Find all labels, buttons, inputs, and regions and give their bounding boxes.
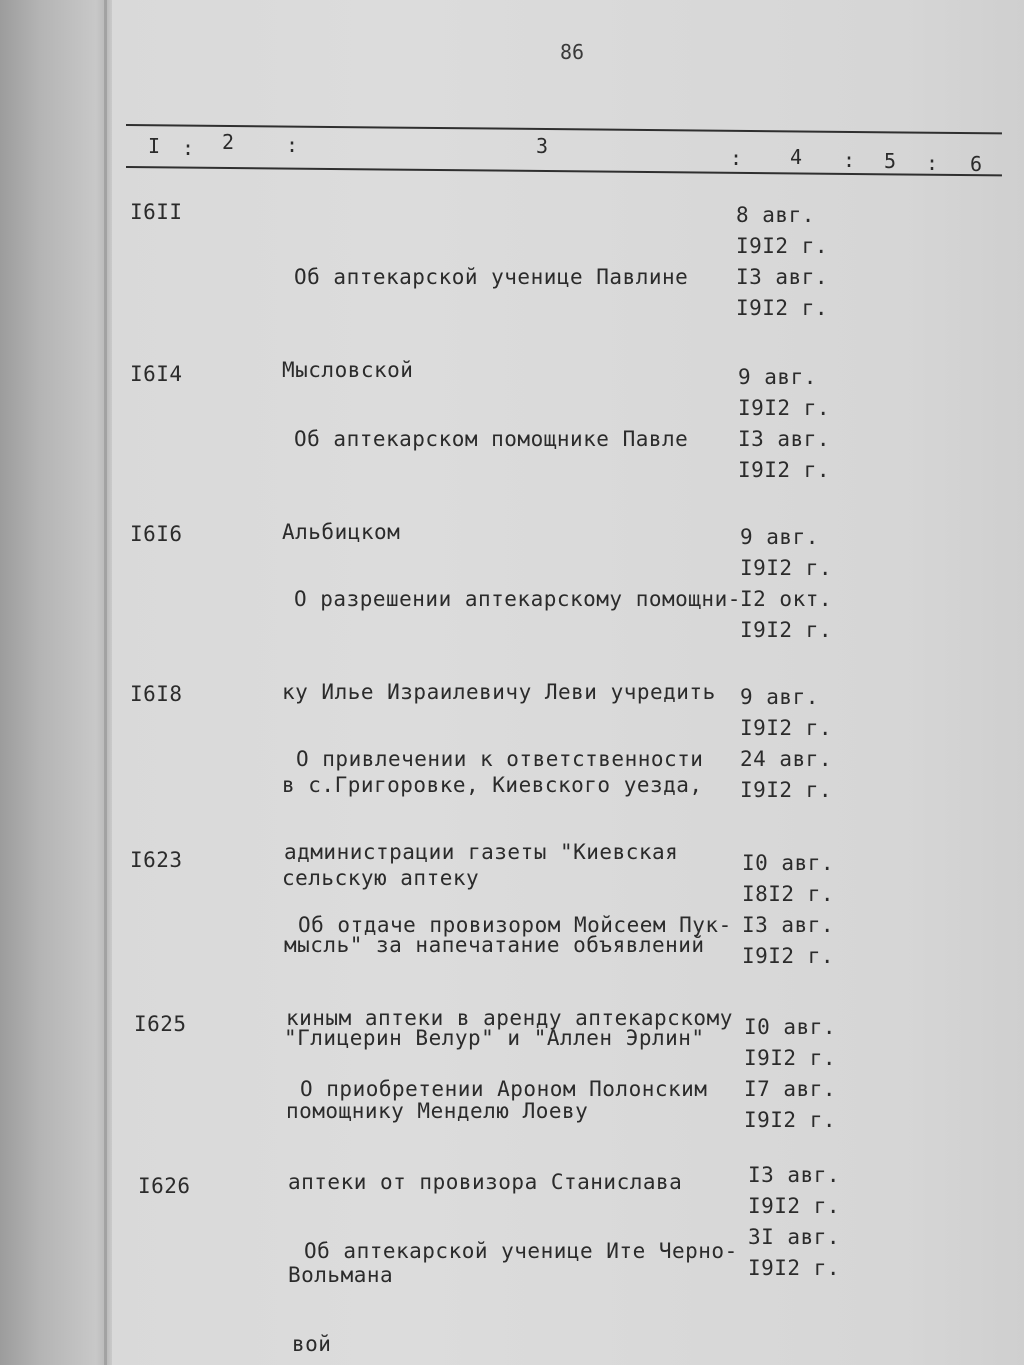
case-description: Об аптекарском помощнике Павле Альбицком bbox=[282, 427, 689, 544]
case-dates: 9 авг. I9I2 г. I2 окт. I9I2 г. bbox=[740, 525, 833, 642]
header-col-2: 2 bbox=[222, 130, 235, 154]
case-description: О разрешении аптекарскому помощни- ку Илье Израилевичу Леви учредить в с.Григоровке, Киевского уезда, сельскую аптеку bbox=[282, 587, 741, 890]
case-description: О привлечении к ответственности администрации газеты "Киевская мысль" за напечатание объявлений "Глицерин Велур" и "Аллен Эрлин" bbox=[284, 747, 705, 1050]
case-description: Об отдаче провизором Мойсеем Пук- киным аптеки в аренду аптекарскому помощнику Менделю Лоеву bbox=[286, 913, 733, 1123]
case-number: I6II bbox=[130, 200, 183, 224]
case-dates: I3 авг. I9I2 г. 3I авг. I9I2 г. bbox=[748, 1163, 841, 1280]
header-bottom-rule bbox=[126, 166, 1002, 176]
case-number: I6I8 bbox=[130, 682, 183, 706]
page-number: 86 bbox=[560, 40, 585, 64]
header-col-3: 3 bbox=[536, 134, 549, 158]
case-number: I626 bbox=[138, 1174, 191, 1198]
case-number: I6I4 bbox=[130, 362, 183, 386]
case-dates: 9 авг. I9I2 г. I3 авг. I9I2 г. bbox=[738, 365, 831, 482]
case-dates: 9 авг. I9I2 г. 24 авг. I9I2 г. bbox=[740, 685, 833, 802]
case-dates: 8 авг. I9I2 г. I3 авг. I9I2 г. bbox=[736, 203, 829, 320]
book-binding bbox=[0, 0, 112, 1365]
header-sep: : bbox=[182, 136, 195, 160]
header-col-5: 5 bbox=[884, 149, 897, 173]
header-sep: : bbox=[730, 146, 743, 170]
case-dates: I0 авг. I9I2 г. I7 авг. I9I2 г. bbox=[744, 1015, 837, 1132]
case-description: Об аптекарской ученице Ите Черно- вой bbox=[292, 1239, 738, 1356]
case-description: Об аптекарской ученице Павлине Мысловской bbox=[282, 265, 689, 382]
case-number: I625 bbox=[134, 1012, 187, 1036]
header-col-4: 4 bbox=[790, 145, 803, 169]
case-number: I6I6 bbox=[130, 522, 183, 546]
case-description: О приобретении Ароном Полонским аптеки от провизора Станислава Вольмана bbox=[288, 1077, 708, 1287]
header-col-1: I bbox=[148, 134, 161, 158]
header-sep: : bbox=[843, 148, 856, 172]
case-dates: I0 авг. I8I2 г. I3 авг. I9I2 г. bbox=[742, 851, 835, 968]
header-sep: : bbox=[926, 151, 939, 175]
binding-edge bbox=[104, 0, 107, 1365]
header-col-6: 6 bbox=[970, 152, 983, 176]
header-top-rule bbox=[126, 124, 1002, 134]
case-number: I623 bbox=[130, 848, 183, 872]
header-sep: : bbox=[286, 133, 299, 157]
